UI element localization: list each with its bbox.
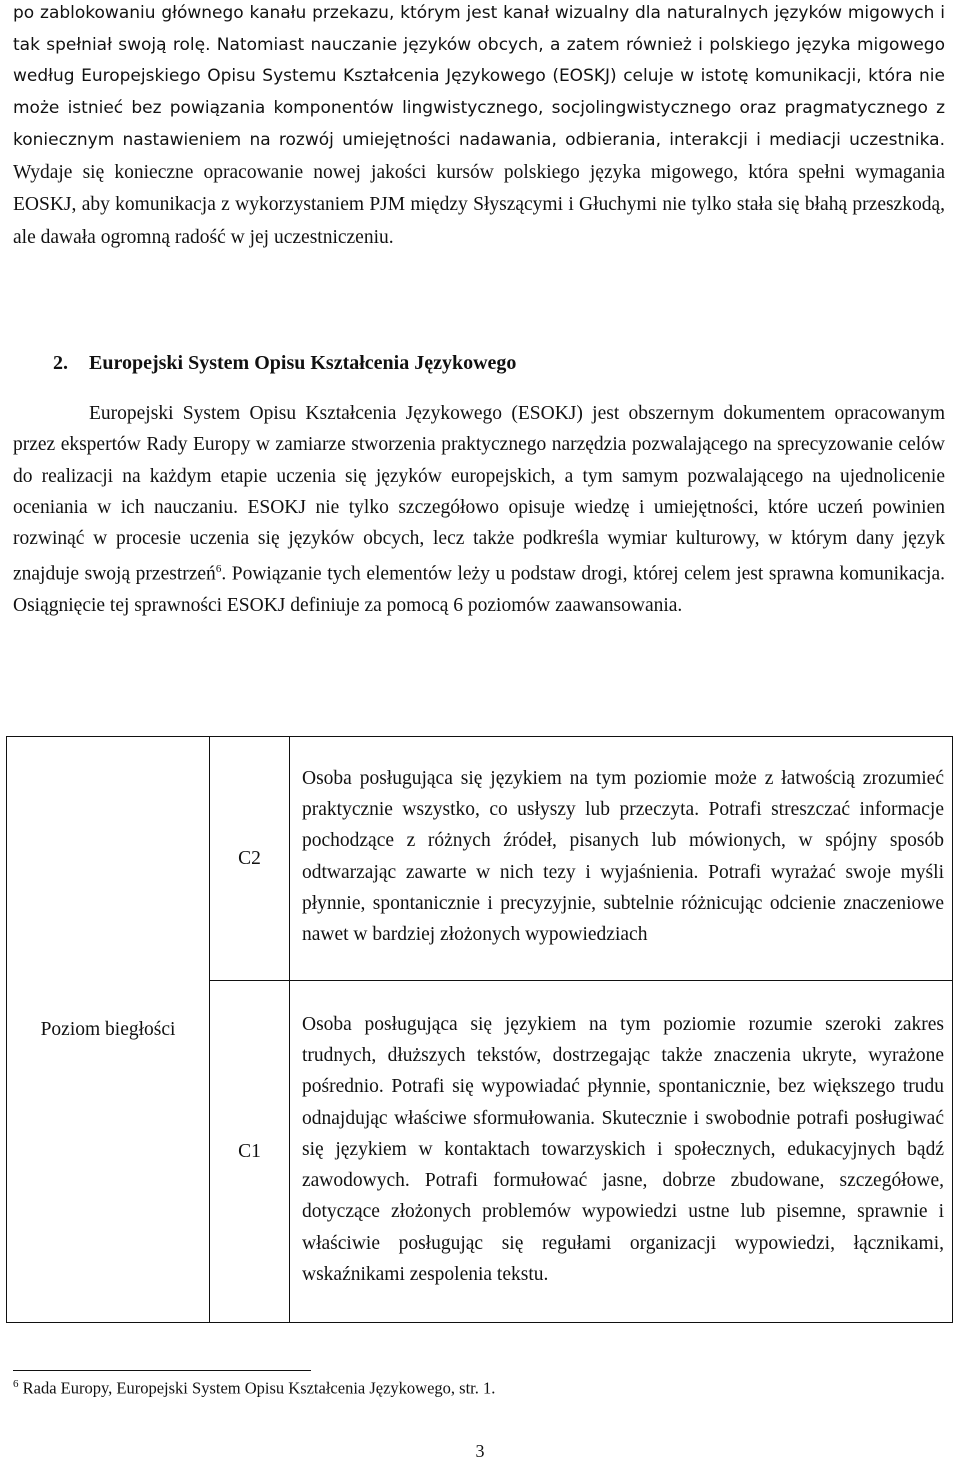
table-row bbox=[7, 737, 953, 981]
row-label-cell bbox=[7, 737, 210, 1323]
level-description: Osoba posługująca się językiem na tym poziomie rozumie szeroki zakres trudnych, dłuższych tekstów, dostrzegając także znaczenia ukryte, wyrażone pośrednio. Potrafi się wypowiadać płynnie, spontanicznie, bez większego trudu odnajdując właściwe sformułowania. Skutecznie i swobodnie potrafi posługiwać się językiem w kontaktach towarzyskich i społecznych, edukacyjnych bądź zawodowych. Potrafi formułować jasne, dobrze zbudowane, szczegółowe, dotyczące złożonych problemów wypowiedzi ustne lub pisemne, sprawnie i właściwie posługując się regułami organizacji wypowiedzi, łącznikami, wskaźnikami zespolenia tekstu. bbox=[302, 1013, 944, 1286]
section-text-before-note: Europejski System Opisu Kształcenia Językowego (ESOKJ) jest obszernym dokumentem opracowanym przez ekspertów Rady Europy w zamiarze stworzenia praktycznego narzędzia pozwalającego na sprecyzowanie celów do realizacji na każdym etapie uczenia się języków europejskich, a tym samym pozwalającego na ujednolicenie oceniania w ich nauczaniu. ESOKJ nie tylko szczegółowo opisuje wiedzę i umiejętności, które uczeń powinien rozwinąć w procesie uczenia się języków obcych, lecz także podkreśla wymiar kulturowy, w którym dany język znajduje swoją przestrzeń bbox=[13, 403, 945, 585]
row-label: Poziom biegłości bbox=[40, 1018, 176, 1040]
footnote bbox=[13, 1378, 495, 1399]
proficiency-table bbox=[6, 736, 953, 1323]
level-code: C2 bbox=[238, 847, 261, 869]
footnote-mark: 6 bbox=[13, 1378, 19, 1390]
footnote-reference[interactable]: 6 bbox=[215, 563, 222, 576]
section-title: Europejski System Opisu Kształcenia Językowego bbox=[89, 352, 517, 374]
intro-sans-text: po zablokowaniu głównego kanału przekazu, którym jest kanał wizualny dla naturalnych języków migowych i tak spełniał swoją rolę. Natomiast nauczanie języków obcych, a zatem również i polskiego języka migowego według Europejskiego Opisu Systemu Kształcenia Językowego (EOSKJ) celuje w istotę komunikacji, która nie może istnieć bez powiązania komponentów lingwistycznego, socjolingwistycznego oraz pragmatycznego z koniecznym nastawieniem na rozwój umiejętności nadawania, odbierania, interakcji i mediacji uczestnika. bbox=[13, 3, 945, 150]
section-paragraph bbox=[13, 398, 945, 622]
level-code: C1 bbox=[238, 1140, 261, 1162]
section-text-after-note: . Powiązanie tych elementów leży u podstaw drogi, której celem jest sprawna komunikacja. Osiągnięcie tej sprawności ESOKJ definiuje za pomocą 6 poziomów zaawansowania. bbox=[13, 563, 945, 617]
level-description-cell bbox=[290, 737, 953, 981]
section-heading bbox=[53, 352, 516, 375]
section-number: 2. bbox=[53, 352, 68, 374]
footnote-divider bbox=[13, 1370, 311, 1371]
level-code-cell bbox=[210, 981, 290, 1323]
level-description: Osoba posługująca się językiem na tym poziomie może z łatwością zrozumieć praktycznie wszystko, co usłyszy lub przeczyta. Potrafi streszczać informacje pochodzące z różnych źródeł, pisanych lub mówionych, w spójny sposób odtwarzając zawarte w nich tezy i wyjaśnienia. Potrafi wyrażać swoje myśli płynnie, spontanicznie i precyzyjnie, subtelnie różnicując odcienie znaczeniowe nawet w bardziej złożonych wypowiedziach bbox=[302, 767, 944, 946]
footnote-text: Rada Europy, Europejski System Opisu Kształcenia Językowego, str. 1. bbox=[18, 1378, 496, 1398]
intro-paragraph bbox=[13, 0, 945, 254]
page-number: 3 bbox=[475, 1441, 485, 1461]
intro-serif-text: Wydaje się konieczne opracowanie nowej jakości kursów polskiego języka migowego, która spełni wymagania EOSKJ, aby komunikacja z wykorzystaniem PJM między Słyszącymi i Głuchymi nie tylko stała się błahą przeszkodą, ale dawała ogromną radość w jej uczestniczeniu. bbox=[13, 161, 945, 248]
level-description-cell bbox=[290, 981, 953, 1323]
level-code-cell bbox=[210, 737, 290, 981]
